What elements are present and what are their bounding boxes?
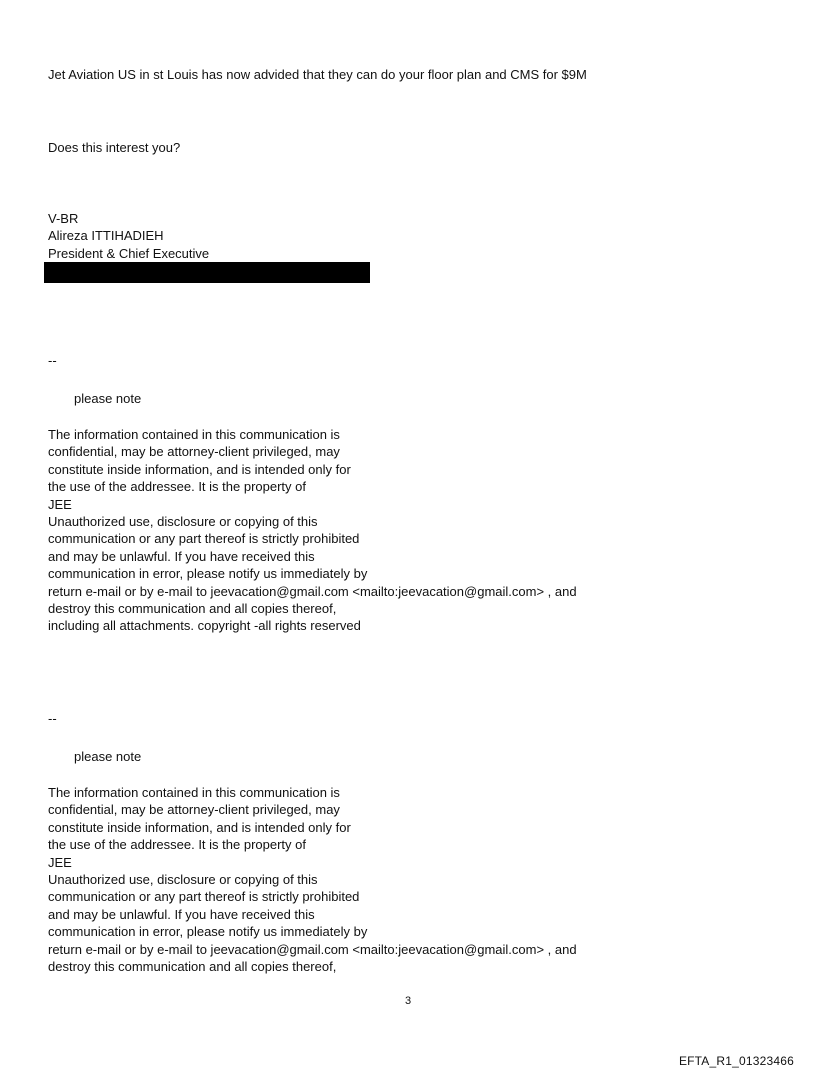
disclaimer-text [48, 426, 577, 635]
email-question: Does this interest you? [48, 140, 181, 155]
disclaimer-separator: -- [48, 711, 57, 726]
page-number: 3 [404, 995, 412, 1007]
disclaimer-line: The information contained in this communication is [48, 785, 340, 800]
disclaimer-text [48, 784, 577, 975]
disclaimer-line: communication or any part thereof is strictly prohibited [48, 531, 360, 547]
signature-title: President & Chief Executive [48, 245, 210, 261]
signature-block [48, 210, 209, 262]
disclaimer-line: the use of the addressee. It is the property of [48, 479, 306, 495]
disclaimer-line: communication in error, please notify us immediately by [48, 924, 368, 940]
disclaimer-line: communication in error, please notify us immediately by [48, 566, 368, 582]
disclaimer-line: JEE [48, 496, 72, 512]
disclaimer-line: return e-mail or by e-mail to jeevacation@gmail.com <mailto:jeevacation@gmail.com> , and [48, 583, 577, 599]
disclaimer-line: destroy this communication and all copies thereof, [48, 959, 337, 975]
disclaimer-line: and may be unlawful. If you have received this [48, 906, 315, 922]
disclaimer-line: Unauthorized use, disclosure or copying of this [48, 514, 318, 530]
disclaimer-line: confidential, may be attorney-client privileged, may [48, 444, 340, 460]
disclaimer-line: the use of the addressee. It is the property of [48, 837, 306, 853]
disclaimer-line: destroy this communication and all copies thereof, [48, 601, 337, 617]
signature-name: Alireza ITTIHADIEH [48, 228, 164, 244]
disclaimer-line: The information contained in this communication is [48, 427, 340, 442]
disclaimer-separator: -- [48, 353, 57, 368]
redaction-bar [44, 262, 370, 283]
disclaimer-line: Unauthorized use, disclosure or copying of this [48, 872, 318, 888]
disclaimer-note: please note [74, 749, 142, 764]
disclaimer-note: please note [74, 391, 142, 406]
disclaimer-line: constitute inside information, and is intended only for [48, 461, 351, 477]
disclaimer-line: confidential, may be attorney-client privileged, may [48, 802, 340, 818]
disclaimer-line: return e-mail or by e-mail to jeevacation@gmail.com <mailto:jeevacation@gmail.com> , and [48, 941, 577, 957]
disclaimer-line: communication or any part thereof is strictly prohibited [48, 889, 360, 905]
email-body-line: Jet Aviation US in st Louis has now advided that they can do your floor plan and CMS for $9M [48, 67, 587, 82]
disclaimer-line: including all attachments. copyright -all rights reserved [48, 618, 361, 634]
disclaimer-line: and may be unlawful. If you have received this [48, 548, 315, 564]
signature-tail-number: V-BR [48, 211, 79, 226]
document-id: EFTA_R1_01323466 [678, 1054, 794, 1068]
disclaimer-line: constitute inside information, and is intended only for [48, 819, 351, 835]
disclaimer-line: JEE [48, 854, 72, 870]
